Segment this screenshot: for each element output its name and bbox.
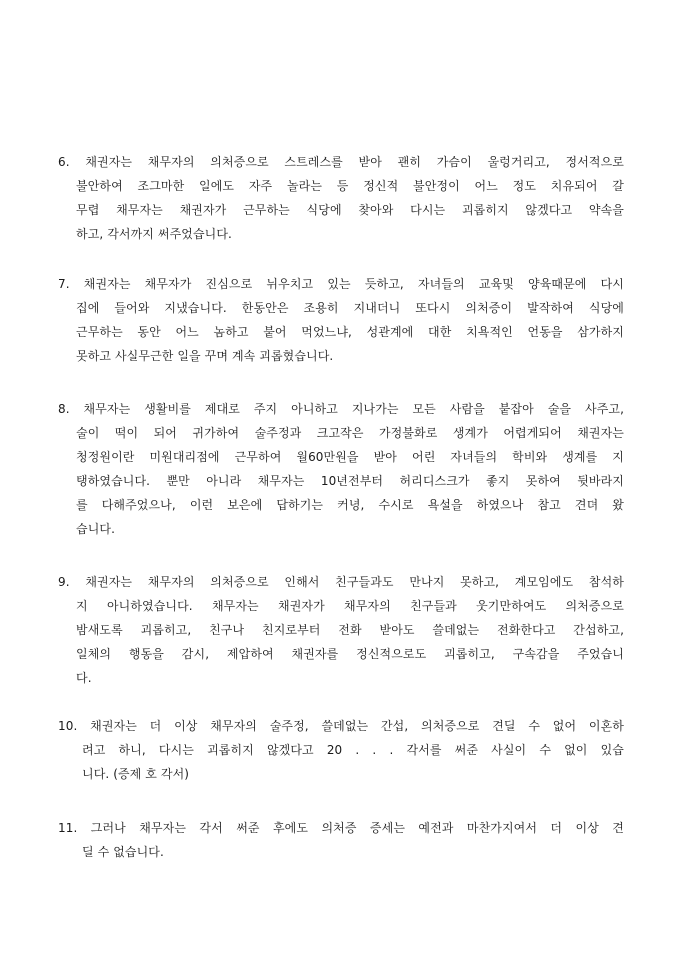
text-line: 밤새도록 괴롭히고, 친구나 친지로부터 전화 받아도 쓸데없는 전화한다고 간섭하고, xyxy=(76,623,624,637)
text-line: 9. 채권자는 채무자의 의처증으로 인해서 친구들과도 만나지 못하고, 계모임에도 참석하 xyxy=(58,575,624,589)
text-line: 무렵 채무자는 채권자가 근무하는 식당에 찾아와 다시는 괴롭히지 않겠다고 약속을 xyxy=(76,203,624,217)
paragraph-10 xyxy=(58,714,624,786)
text-line: 지 아니하였습니다. 채무자는 채권자가 채무자의 친구들과 웃기만하여도 의처증으로 xyxy=(76,599,624,613)
paragraph-11 xyxy=(58,816,624,864)
text-line: 탱하였습니다. 뿐만 아니라 채무자는 10년전부터 허리디스크가 좋지 못하여 뒷바라지 xyxy=(76,474,624,488)
text-line: 려고 하니, 다시는 괴롭히지 않겠다고 20 . . . 각서를 써준 사실이 수 없이 있습 xyxy=(82,743,624,757)
paragraph-8 xyxy=(58,397,624,541)
paragraph-6 xyxy=(58,150,624,246)
text-line: 니다. (증제 호 각서) xyxy=(82,767,190,781)
text-line: 집에 들어와 지냈습니다. 한동안은 조용히 지내더니 또다시 의처증이 발작하여 식당에 xyxy=(76,301,624,315)
text-line: 하고, 각서까지 써주었습니다. xyxy=(76,227,232,241)
text-line: 6. 채권자는 채무자의 의처증으로 스트레스를 받아 괜히 가슴이 울렁거리고, 정서적으로 xyxy=(58,155,624,169)
text-line: 10. 채권자는 더 이상 채무자의 술주정, 쓸데없는 간섭, 의처증으로 견딜 수 없어 이혼하 xyxy=(58,719,624,733)
text-line: 를 다해주었으나, 이런 보은에 답하기는 커녕, 수시로 욕설을 하였으나 참고 견뎌 왔 xyxy=(76,498,624,512)
text-line: 못하고 사실무근한 일을 꾸며 계속 괴롭혔습니다. xyxy=(76,349,334,363)
text-line: 다. xyxy=(76,671,92,685)
text-line: 습니다. xyxy=(76,522,115,536)
text-line: 7. 채권자는 채무자가 진심으로 뉘우치고 있는 듯하고, 자녀들의 교육및 양육때문에 다시 xyxy=(58,277,624,291)
paragraph-7 xyxy=(58,272,624,368)
paragraph-9 xyxy=(58,570,624,690)
text-line: 불안하여 조그마한 일에도 자주 놀라는 등 정신적 불안정이 어느 정도 치유되어 갈 xyxy=(76,179,624,193)
text-line: 일체의 행동을 감시, 제압하여 채권자를 정신적으로도 괴롭히고, 구속감을 주었습니 xyxy=(76,647,624,661)
text-line: 근무하는 동안 어느 놈하고 붙어 먹었느냐, 성관계에 대한 치욕적인 언동을 삼가하지 xyxy=(76,325,624,339)
text-line: 8. 채무자는 생활비를 제대로 주지 아니하고 지나가는 모든 사람을 붙잡아 술을 사주고, xyxy=(58,402,624,416)
text-line: 청정원이란 미원대리점에 근무하여 월60만원을 받아 어린 자녀들의 학비와 생계를 지 xyxy=(76,450,624,464)
text-line: 술이 떡이 되어 귀가하여 술주정과 크고작은 가정불화로 생계가 어렵게되어 채권자는 xyxy=(76,426,624,440)
text-line: 딜 수 없습니다. xyxy=(82,845,164,859)
text-line: 11. 그러나 채무자는 각서 써준 후에도 의처증 증세는 예전과 마찬가지여서 더 이상 견 xyxy=(58,821,624,835)
